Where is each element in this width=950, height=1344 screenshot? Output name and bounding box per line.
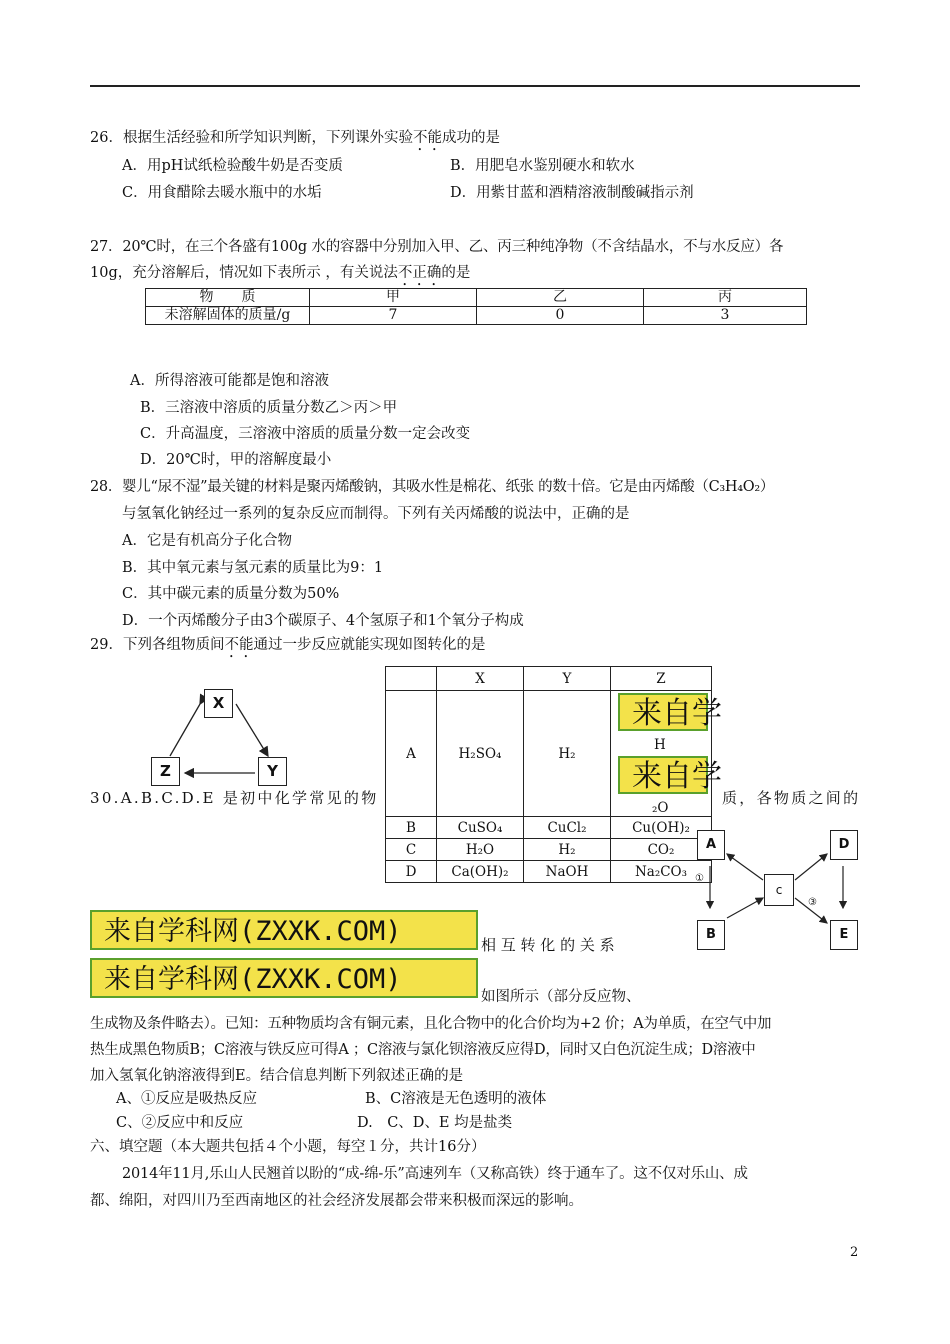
table-row: [146, 307, 807, 325]
q26-option-b: B．用肥皂水鉴别硬水和软水: [450, 158, 635, 174]
q28-stem-line2: 与氢氧化钠经过一系列的复杂反应而制得。下列有关丙烯酸的说法中，正确的是: [122, 506, 630, 522]
q30-stem-line5: 热生成黑色物质B；C溶液与铁反应可得A ；C溶液与氯化钡溶液反应得D，同时又白色沉淀生成；D溶液中: [90, 1042, 756, 1058]
watermark-image: 来自学科网(ZXXK.COM): [90, 958, 478, 998]
q28-option-a: A．它是有机高分子化合物: [122, 533, 292, 549]
table-cell: 0: [477, 307, 644, 325]
q30-option-c: C、②反应中和反应: [116, 1115, 244, 1131]
arrow-x-to-y: [236, 704, 268, 756]
table-cell: Z: [611, 667, 712, 691]
watermark-image: 来自学科网(ZXXK.COM): [90, 910, 478, 950]
q27-stem-line1: 27．20℃时，在三个各盛有100g 水的容器中分别加入甲、乙、丙三种纯净物（不含结晶水，不与水反应）各: [90, 239, 784, 255]
q30-stem-line4: 生成物及条件略去）。已知：五种物质均含有铜元素，且化合物中的化合价均为+2 价；A为单质，在空气中加: [90, 1016, 772, 1032]
q28-option-d: D．一个丙烯酸分子由3个碳原子、4个氢原子和1个氧分子构成: [122, 613, 524, 629]
node-d: D: [830, 830, 858, 860]
q27-stem-line2: 10g，充分溶解后，情况如下表所示 ，有关说法不正确的是: [90, 265, 471, 281]
header-rule: [90, 85, 860, 87]
q27-option-c: C．升高温度，三溶液中溶质的质量分数一定会改变: [140, 426, 471, 442]
q26-stem: 26．根据生活经验和所学知识判断，下列课外实验不能成功的是: [90, 130, 500, 146]
q30-stem-right: 质，各物质之间的: [722, 789, 861, 807]
table-cell: CuCl₂: [524, 817, 611, 839]
q29-a-z-bottom: ₂O: [652, 800, 669, 816]
table-cell: A: [386, 691, 437, 817]
arrow-c-to-a: [727, 854, 763, 880]
table-row: [386, 817, 712, 839]
q27-option-a: A．所得溶液可能都是饱和溶液: [130, 373, 329, 389]
table-cell: 乙: [477, 289, 644, 307]
marker-3: ③: [808, 897, 817, 908]
q29-stem: 29．下列各组物质间不能通过一步反应就能实现如图转化的是: [90, 637, 486, 653]
q30-option-b: B、C溶液是无色透明的液体: [365, 1091, 547, 1107]
table-cell: H₂SO₄: [437, 691, 524, 817]
q28-stem-line1: 28．婴儿“尿不湿”最关键的材料是聚丙烯酸钠，其吸水性是棉花、纸张 的数十倍。它是由丙烯酸（C₃H₄O₂）: [90, 479, 775, 495]
table-cell: Y: [524, 667, 611, 691]
q30-option-d: D. C、D、E 均是盐类: [357, 1115, 513, 1131]
table-cell: CuSO₄: [437, 817, 524, 839]
q27-table: [145, 288, 807, 325]
table-cell: 7: [310, 307, 477, 325]
table-row: [386, 861, 712, 883]
node-c: c: [764, 874, 794, 906]
q26-option-d: D．用紫甘蓝和酒精溶液制酸碱指示剂: [450, 185, 694, 201]
q27-option-b: B．三溶液中溶质的质量分数乙＞丙＞甲: [140, 400, 398, 416]
q30-stem-line6: 加入氢氧化钠溶液得到E。结合信息判断下列叙述正确的是: [90, 1068, 464, 1084]
table-cell: H₂: [524, 691, 611, 817]
table-cell: NaOH: [524, 861, 611, 883]
table-cell: B: [386, 817, 437, 839]
q28-option-b: B．其中氧元素与氢元素的质量比为9：1: [122, 560, 384, 576]
table-cell: 丙: [644, 289, 807, 307]
node-y: Y: [258, 757, 287, 786]
table-cell: H₂O: [437, 839, 524, 861]
q27-option-d: D．20℃时，甲的溶解度最小: [140, 452, 332, 468]
section-6-para-line2: 都、绵阳，对四川乃至西南地区的社会经济发展都会带来积极而深远的影响。: [90, 1193, 583, 1209]
table-cell: H₂: [524, 839, 611, 861]
table-cell: 未溶解固体的质量/g: [146, 307, 310, 325]
table-cell: C: [386, 839, 437, 861]
node-z: Z: [151, 757, 180, 786]
q30-option-a: A、①反应是吸热反应: [116, 1091, 257, 1107]
table-cell: X: [437, 667, 524, 691]
watermark-image: 来自学: [618, 756, 708, 794]
table-cell: 3: [644, 307, 807, 325]
table-cell: Ca(OH)₂: [437, 861, 524, 883]
table-cell: [386, 667, 437, 691]
arrow-c-to-d: [795, 854, 827, 880]
table-cell: D: [386, 861, 437, 883]
section-6-para-line1: 2014年11月,乐山人民翘首以盼的“成-绵-乐”高速列车（又称高铁）终于通车了。这不仅对乐山、成: [122, 1166, 748, 1182]
watermark-image: 来自学: [618, 693, 708, 731]
table-cell: CO₂: [611, 839, 712, 861]
q26-option-a: A．用pH试纸检验酸牛奶是否变质: [122, 158, 343, 174]
table-row: [386, 839, 712, 861]
table-cell: Cu(OH)₂: [611, 817, 712, 839]
node-x: X: [204, 689, 233, 718]
q29-a-z-top: H: [654, 737, 666, 753]
q28-option-c: C．其中碳元素的质量分数为50%: [122, 586, 340, 602]
node-b: B: [697, 920, 725, 950]
node-a: A: [697, 830, 725, 860]
q26-option-c: C．用食醋除去暖水瓶中的水垢: [122, 185, 322, 201]
table-cell: 物 质: [146, 289, 310, 307]
node-e: E: [830, 920, 858, 950]
section-6-title: 六、填空题（本大题共包括４个小题，每空１分，共计16分）: [90, 1139, 486, 1155]
q30-stem-line2: 相 互 转 化 的 关 系: [481, 936, 615, 954]
table-cell: 甲: [310, 289, 477, 307]
q30-stem-left: 30.A.B.C.D.E 是初中化学常见的物: [90, 789, 379, 807]
page-number: 2: [850, 1245, 859, 1260]
arrow-z-to-x: [170, 704, 200, 756]
arrow-b-to-c: [727, 898, 763, 918]
marker-1: ①: [695, 873, 704, 884]
table-cell: Na₂CO₃: [611, 861, 712, 883]
table-row: [146, 289, 807, 307]
q30-stem-line3: 如图所示（部分反应物、: [481, 989, 641, 1005]
table-row: [386, 667, 712, 691]
